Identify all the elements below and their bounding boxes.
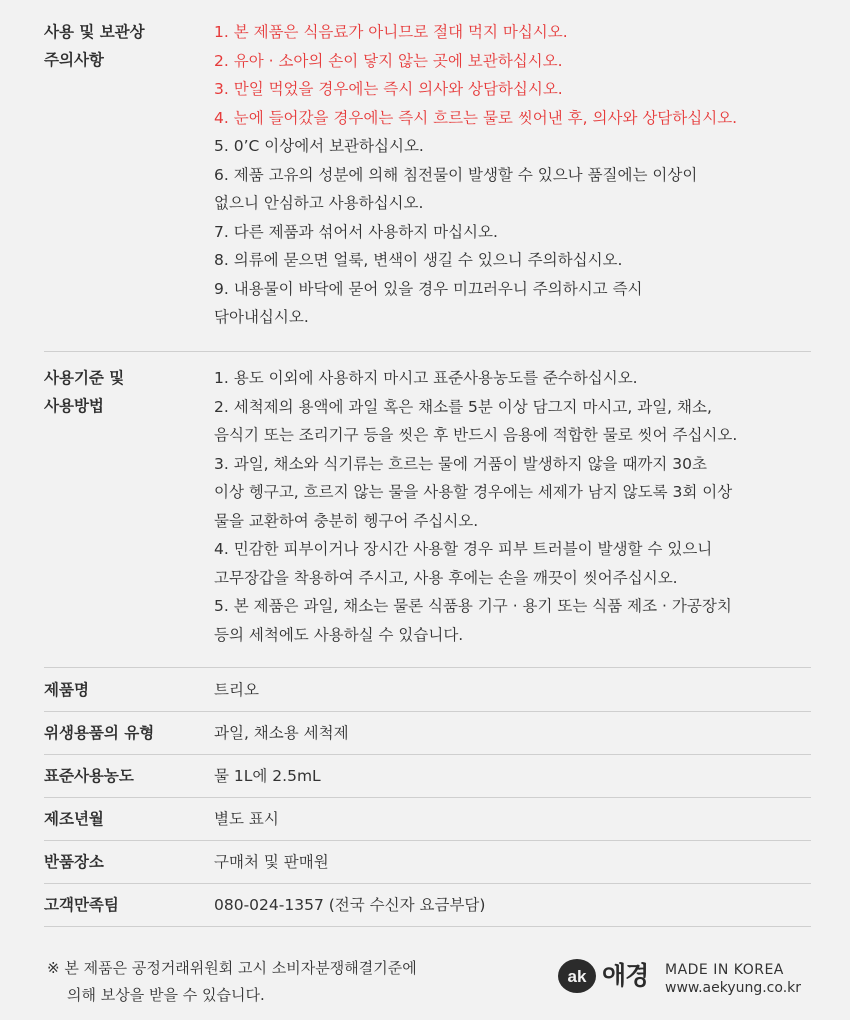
spec-row-customer-team <box>44 884 811 927</box>
made-in-korea: MADE IN KOREA <box>665 962 784 978</box>
divider <box>44 667 811 668</box>
usage-label-line2: 사용방법 <box>44 397 104 415</box>
caution-label-line2: 주의사항 <box>44 51 104 69</box>
caution-item: 2. 유아 · 소아의 손이 닿지 않는 곳에 보관하십시오. <box>214 51 563 70</box>
caution-item: 4. 눈에 들어갔을 경우에는 즉시 흐르는 물로 씻어낸 후, 의사와 상담하십시오. <box>214 108 738 127</box>
brand-block <box>557 958 817 998</box>
spec-value: 과일, 채소용 세척제 <box>214 724 349 742</box>
spec-value: 트리오 <box>214 681 259 699</box>
spec-value: 물 1L에 2.5mL <box>214 767 321 785</box>
notice-line2: 의해 보상을 받을 수 있습니다. <box>67 986 265 1004</box>
usage-item: 물을 교환하여 충분히 헹구어 주십시오. <box>214 511 479 530</box>
caution-list <box>214 18 811 332</box>
usage-item: 1. 용도 이외에 사용하지 마시고 표준사용농도를 준수하십시오. <box>214 369 638 387</box>
spec-key: 제품명 <box>44 681 89 699</box>
spec-value: 별도 표시 <box>214 810 279 828</box>
spec-key: 고객만족팀 <box>44 896 119 914</box>
caution-label <box>44 18 145 74</box>
divider <box>44 351 811 352</box>
caution-item: 3. 만일 먹었을 경우에는 즉시 의사와 상담하십시오. <box>214 80 563 98</box>
usage-item: 2. 세척제의 용액에 과일 혹은 채소를 5분 이상 담그지 마시고, 과일, 채소, <box>214 397 712 416</box>
aekyung-logo-icon <box>557 958 597 994</box>
spec-row-product-name <box>44 669 811 712</box>
logo-text: ak <box>567 967 587 986</box>
usage-item: 4. 민감한 피부이거나 장시간 사용할 경우 피부 트러블이 발생할 수 있으니 <box>214 540 713 558</box>
usage-list <box>214 364 811 649</box>
usage-item: 고무장갑을 착용하여 주시고, 사용 후에는 손을 깨끗이 씻어주십시오. <box>214 568 678 587</box>
spec-row-return-place <box>44 841 811 884</box>
usage-item: 이상 헹구고, 흐르지 않는 물을 사용할 경우에는 세제가 남지 않도록 3회 이상 <box>214 483 733 501</box>
brand-website: www.aekyung.co.kr <box>665 980 802 996</box>
usage-section <box>44 364 811 654</box>
spec-value: 구매처 및 판매원 <box>214 853 329 871</box>
notice-line1: ※ 본 제품은 공정거래위원회 고시 소비자분쟁해결기준에 <box>47 959 417 977</box>
caution-item: 7. 다른 제품과 섞어서 사용하지 마십시오. <box>214 222 498 241</box>
caution-item: 5. 0’C 이상에서 보관하십시오. <box>214 137 424 155</box>
usage-item: 5. 본 제품은 과일, 채소는 물론 식품용 기구 · 용기 또는 식품 제조 · 가공장치 <box>214 597 732 615</box>
caution-item: 없으니 안심하고 사용하십시오. <box>214 194 424 212</box>
spec-key: 표준사용농도 <box>44 767 134 785</box>
caution-item: 닦아내십시오. <box>214 308 309 326</box>
usage-item: 등의 세척에도 사용하실 수 있습니다. <box>214 625 464 644</box>
compensation-notice <box>47 955 417 1009</box>
spec-row-type <box>44 712 811 755</box>
divider <box>44 926 811 927</box>
spec-row-manufacture-date <box>44 798 811 841</box>
caution-item: 1. 본 제품은 식음료가 아니므로 절대 먹지 마십시오. <box>214 23 568 41</box>
usage-label-line1: 사용기준 및 <box>44 369 125 387</box>
caution-item: 6. 제품 고유의 성분에 의해 침전물이 발생할 수 있으나 품질에는 이상이 <box>214 165 698 184</box>
usage-item: 3. 과일, 채소와 식기류는 흐르는 물에 거품이 발생하지 않을 때까지 30초 <box>214 454 707 473</box>
spec-row-concentration <box>44 755 811 798</box>
spec-value: 080-024-1357 (전국 수신자 요금부담) <box>214 896 486 914</box>
usage-label <box>44 364 124 420</box>
caution-label-line1: 사용 및 보관상 <box>44 23 145 41</box>
brand-name: 애경 <box>602 961 649 990</box>
spec-key: 반품장소 <box>44 853 104 871</box>
usage-item: 음식기 또는 조리기구 등을 씻은 후 반드시 음용에 적합한 물로 씻어 주십시오. <box>214 426 738 444</box>
spec-key: 제조년월 <box>44 810 104 828</box>
spec-key: 위생용품의 유형 <box>44 724 155 742</box>
caution-item: 8. 의류에 묻으면 얼룩, 변색이 생길 수 있으니 주의하십시오. <box>214 251 623 269</box>
caution-section <box>44 18 811 338</box>
caution-item: 9. 내용물이 바닥에 묻어 있을 경우 미끄러우니 주의하시고 즉시 <box>214 279 643 298</box>
